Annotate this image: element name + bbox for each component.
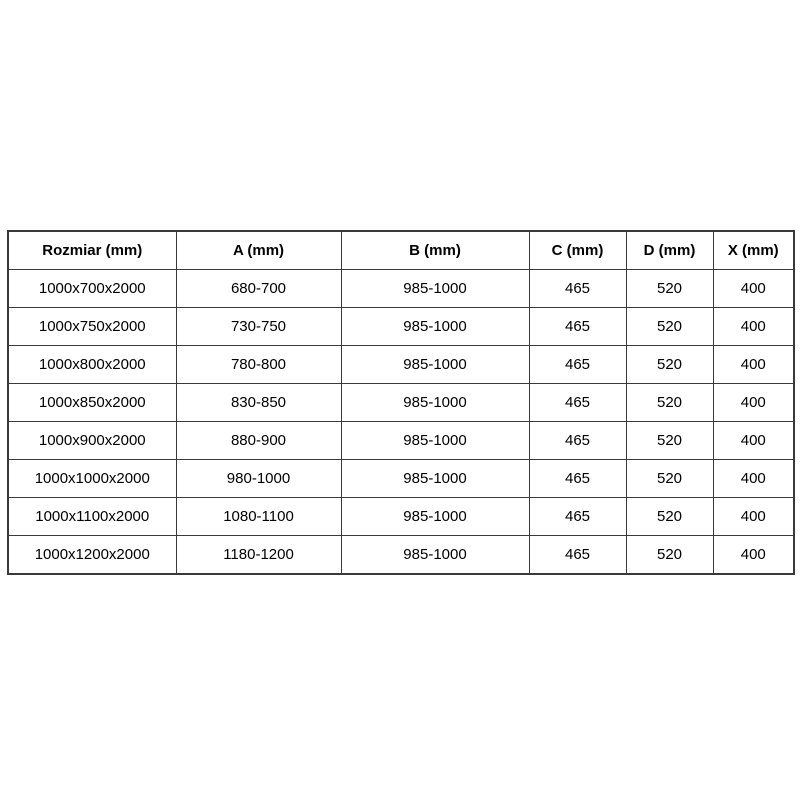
table-cell: 780-800 [176, 346, 341, 384]
table-row [8, 384, 794, 422]
table-cell: 980-1000 [176, 460, 341, 498]
table-cell: 1080-1100 [176, 498, 341, 536]
table-cell: 985-1000 [341, 384, 529, 422]
column-header: Rozmiar (mm) [8, 231, 176, 270]
table-cell: 400 [713, 346, 794, 384]
table-cell: 520 [626, 460, 713, 498]
table-cell: 465 [529, 308, 626, 346]
column-header: C (mm) [529, 231, 626, 270]
table-cell: 465 [529, 346, 626, 384]
table-cell: 730-750 [176, 308, 341, 346]
table-cell: 465 [529, 536, 626, 575]
column-header: B (mm) [341, 231, 529, 270]
table-cell: 400 [713, 308, 794, 346]
table-cell: 520 [626, 346, 713, 384]
table-cell: 1000x1000x2000 [8, 460, 176, 498]
table-cell: 985-1000 [341, 422, 529, 460]
column-header: X (mm) [713, 231, 794, 270]
table-cell: 1000x800x2000 [8, 346, 176, 384]
table-cell: 985-1000 [341, 308, 529, 346]
table-cell: 520 [626, 498, 713, 536]
table-cell: 985-1000 [341, 460, 529, 498]
spec-table-header [8, 231, 794, 270]
table-cell: 1000x850x2000 [8, 384, 176, 422]
table-cell: 400 [713, 384, 794, 422]
table-cell: 880-900 [176, 422, 341, 460]
table-row [8, 422, 794, 460]
table-cell: 1180-1200 [176, 536, 341, 575]
table-cell: 465 [529, 498, 626, 536]
table-cell: 520 [626, 536, 713, 575]
table-cell: 465 [529, 384, 626, 422]
table-cell: 400 [713, 270, 794, 308]
table-cell: 400 [713, 536, 794, 575]
table-cell: 1000x900x2000 [8, 422, 176, 460]
table-cell: 400 [713, 422, 794, 460]
table-cell: 520 [626, 384, 713, 422]
table-cell: 520 [626, 422, 713, 460]
column-header: D (mm) [626, 231, 713, 270]
table-row [8, 308, 794, 346]
table-cell: 985-1000 [341, 270, 529, 308]
table-cell: 520 [626, 308, 713, 346]
table-cell: 465 [529, 460, 626, 498]
table-row [8, 346, 794, 384]
table-cell: 400 [713, 498, 794, 536]
table-cell: 520 [626, 270, 713, 308]
spec-table-body [8, 270, 794, 575]
dimensions-spec-table [7, 230, 795, 575]
table-cell: 985-1000 [341, 346, 529, 384]
table-row [8, 536, 794, 575]
table-cell: 830-850 [176, 384, 341, 422]
table-row [8, 270, 794, 308]
table-row [8, 498, 794, 536]
table-cell: 1000x1100x2000 [8, 498, 176, 536]
table-cell: 1000x750x2000 [8, 308, 176, 346]
table-cell: 985-1000 [341, 536, 529, 575]
table-cell: 680-700 [176, 270, 341, 308]
table-cell: 465 [529, 270, 626, 308]
table-cell: 985-1000 [341, 498, 529, 536]
table-cell: 400 [713, 460, 794, 498]
table-cell: 1000x700x2000 [8, 270, 176, 308]
table-cell: 465 [529, 422, 626, 460]
table-cell: 1000x1200x2000 [8, 536, 176, 575]
table-header-row [8, 231, 794, 270]
table-row [8, 460, 794, 498]
column-header: A (mm) [176, 231, 341, 270]
